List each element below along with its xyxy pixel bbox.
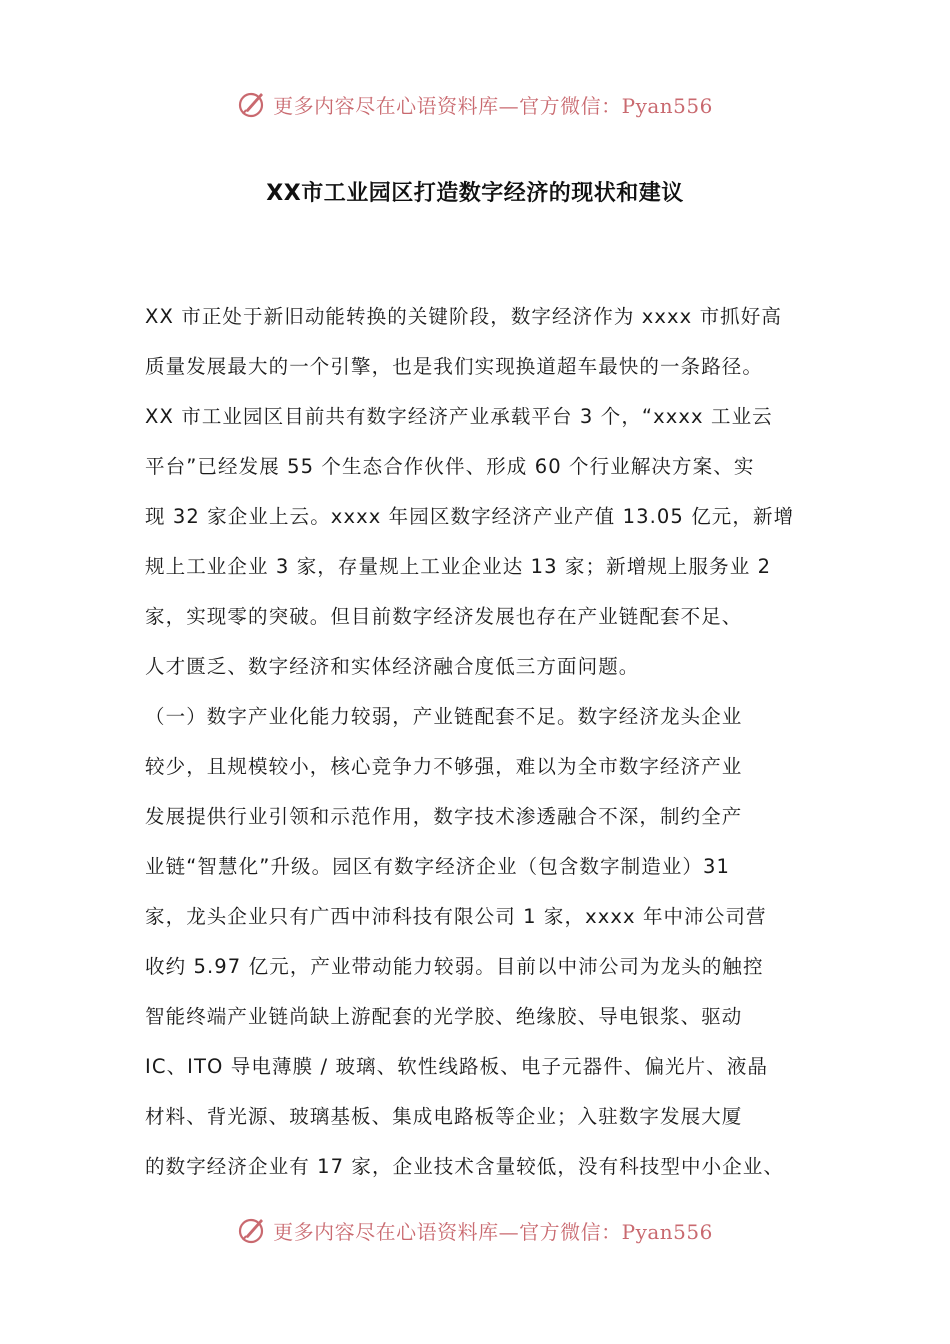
body-line: 发展提供行业引领和示范作用，数字技术渗透融合不深，制约全产 (145, 805, 743, 828)
footer-banner-text: 更多内容尽在心语资料库—官方微信：Pyan556 (273, 1219, 713, 1244)
body-line: 收约 5.97 亿元，产业带动能力较弱。目前以中沛公司为龙头的触控 (145, 955, 764, 978)
body-line: 规上工业企业 3 家，存量规上工业企业达 13 家；新增规上服务业 2 (145, 555, 772, 578)
footer-banner (0, 1210, 950, 1250)
quill-logo-icon (237, 89, 267, 119)
body-line: （一）数字产业化能力较弱，产业链配套不足。数字经济龙头企业 (145, 705, 743, 728)
quill-logo-icon (237, 1215, 267, 1245)
header-banner-text: 更多内容尽在心语资料库—官方微信：Pyan556 (273, 93, 713, 118)
body-line: 材料、背光源、玻璃基板、集成电路板等企业；入驻数字发展大厦 (145, 1105, 743, 1128)
body-line: 家，龙头企业只有广西中沛科技有限公司 1 家，xxxx 年中沛公司营 (145, 905, 767, 928)
body-line: IC、ITO 导电薄膜 / 玻璃、软性线路板、电子元器件、偏光片、液晶 (145, 1055, 769, 1078)
body-line: 智能终端产业链尚缺上游配套的光学胶、绝缘胶、导电银浆、驱动 (145, 1005, 743, 1028)
document-body (145, 292, 825, 1192)
body-line: 质量发展最大的一个引擎，也是我们实现换道超车最快的一条路径。 (145, 355, 764, 378)
body-line: XX 市正处于新旧动能转换的关键阶段，数字经济作为 xxxx 市抓好高 (145, 305, 782, 328)
body-line: 业链“智慧化”升级。园区有数字经济企业（包含数字制造业）31 (145, 855, 731, 878)
document-title: XX市工业园区打造数字经济的现状和建议 (266, 181, 684, 206)
body-line: XX 市工业园区目前共有数字经济产业承载平台 3 个，“xxxx 工业云 (145, 405, 773, 428)
body-line: 的数字经济企业有 17 家，企业技术含量较低，没有科技型中小企业、 (145, 1155, 785, 1178)
body-line: 现 32 家企业上云。xxxx 年园区数字经济产业产值 13.05 亿元，新增 (145, 505, 795, 528)
body-line: 人才匮乏、数字经济和实体经济融合度低三方面问题。 (145, 655, 640, 678)
body-line: 平台”已经发展 55 个生态合作伙伴、形成 60 个行业解决方案、实 (145, 455, 755, 478)
body-line: 家，实现零的突破。但目前数字经济发展也存在产业链配套不足、 (145, 605, 743, 628)
header-banner (0, 84, 950, 124)
body-line: 较少，且规模较小，核心竞争力不够强，难以为全市数字经济产业 (145, 755, 743, 778)
